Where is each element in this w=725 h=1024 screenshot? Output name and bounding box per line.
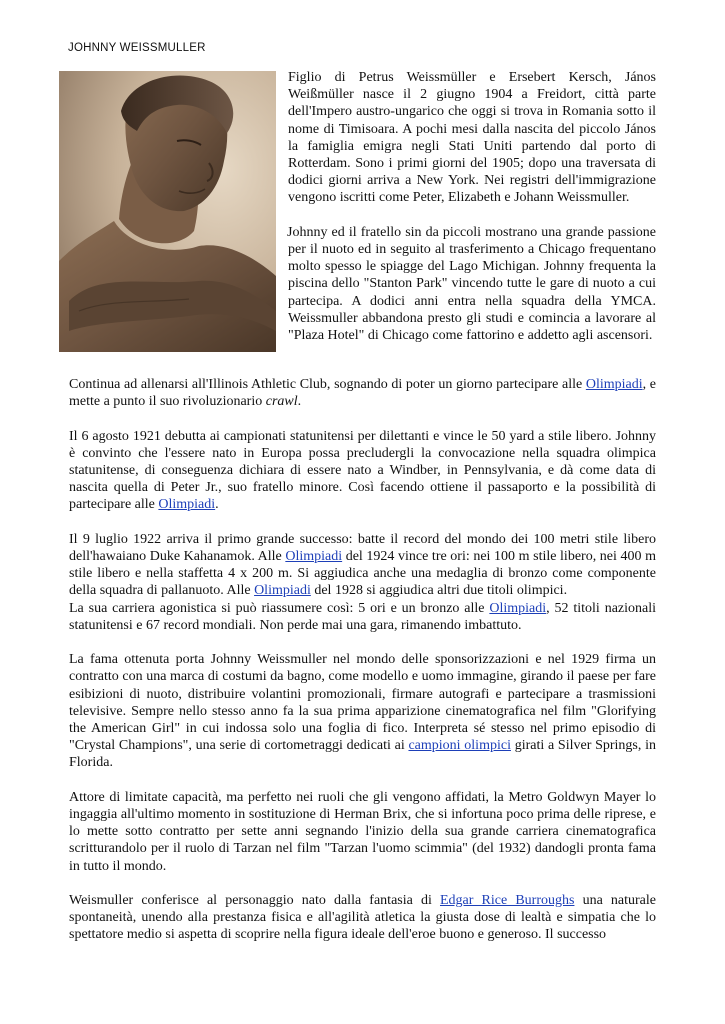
link-olimpiadi[interactable]: Olimpiadi [158,497,216,513]
text-span: Weismuller conferisce al personaggio nato dalla fantasia di [69,893,440,909]
text-span: del 1928 si aggiudica altri due titoli olimpici. [310,583,568,599]
text-span: girati a Silver Springs, in Florida. [69,738,656,771]
paragraph-7 [69,651,656,771]
page-header-title: JOHNNY WEISSMULLER [68,42,206,54]
paragraph-6 [69,600,656,634]
portrait-photo-icon [59,71,276,352]
portrait-photo [59,71,276,352]
paragraph-8: Attore di limitate capacità, ma perfetto nei ruoli che gli vengono affidati, la Metro Goldwyn Mayer lo ingaggia all'ultimo momento in sostituzione di Herman Brix, che si infortuna poco prima delle riprese, e lo mette sotto contratto per sette anni segnando l'inizio della sua grande carriera cinematografica scritturandolo per il ruolo di Tarzan nel film "Tarzan l'uomo scimmia" (del 1932) dandogli pronta fama in tutto il mondo. [69,789,656,874]
intro-paragraph-1: Figlio di Petrus Weissmüller e Ersebert Kersch, János Weißmüller nasce il 2 giugno 1904 a Freidort, città parte dell'Impero austro-ungarico che oggi si trova in Romania sotto il nome di Timisoara. A pochi mesi dalla nascita del piccolo János la famiglia emigra negli Stati Uniti partendo dal porto di Rotterdam. Sono i primi giorni del 1905; dopo una traversata di dodici giorni arriva a New York. Nei registri dell'immigrazione vengono iscritti come Peter, Elizabeth e Johann Weissmuller. [288,70,656,206]
text-span: , 52 titoli nazionali statunitensi e 67 record mondiali. Non perde mai una gara, rimanendo imbattuto. [69,600,657,633]
text-span: La sua carriera agonistica si può riassumere così: 5 ori e un bronzo alle [69,600,490,616]
paragraph-5 [69,531,656,600]
text-span: . [215,497,219,513]
link-olimpiadi[interactable]: Olimpiadi [585,377,643,392]
link-olimpiadi[interactable]: Olimpiadi [254,583,311,599]
link-olimpiadi[interactable]: Olimpiadi [285,549,343,564]
link-edgar-rice-burroughs[interactable]: Edgar Rice Burroughs [439,893,575,909]
text-span: Il 9 luglio 1922 arriva il primo grande successo: batte il record del mondo dei 100 metri stile libero dell'hawaiano Duke Kahanamok. Alle [69,531,656,564]
text-span: . [297,394,302,410]
intro-paragraph-2: Johnny ed il fratello sin da piccoli mostrano una grande passione per il nuoto ed in seguito al trasferimento a Chicago frequentano molto spesso le spiagge del Lago Michigan. Johnny frequenta la piscina dello "Stanton Park" vincendo tutte le gare di nuoto a cui partecipa. A dodici anni entra nella squadra della YMCA. Weissmuller abbandona presto gli studi e comincia a lavorare al "Plaza Hotel" di Chicago come fattorino e addetto agli ascensori. [287,224,656,344]
link-olimpiadi[interactable]: Olimpiadi [489,600,547,616]
intro-column [288,69,656,344]
italic-crawl: crawl [265,394,298,410]
text-span: , e mette a punto il suo rivoluzionario [69,377,657,410]
paragraph-4 [69,428,656,514]
link-campioni-olimpici[interactable]: campioni olimpici [408,738,511,754]
text-span: La fama ottenuta porta Johnny Weissmuller nel mondo delle sponsorizzazioni e nel 1929 firma un contratto con una marca di costumi da bagno, come modello e uomo immagine, girando il paese per fare esibizioni di nuoto, distribuire volantini promozionali, firmare autografi e partecipare a trasmissioni televisive. Sempre nello stesso anno fa la sua prima apparizione cinematografica nel film "Glorifying the American Girl" in cui indossa solo una foglia di fico. Interpreta sé stesso nel primo episodio di "Crystal Champions", una serie di cortometraggi dedicati ai [69,652,656,754]
paragraph-3 [69,376,656,410]
text-span: del 1924 vince tre ori: nei 100 m stile libero, nei 400 m stile libero e nella staffetta 4 x 200 m. Si aggiudica anche una medaglia di bronzo come componente della squadra di pallanuoto. Alle [69,549,656,599]
article-body [69,376,656,961]
text-span: Il 6 agosto 1921 debutta ai campionati statunitensi per dilettanti e vince le 50 yard a stile libero. Johnny è convinto che l'essere nato in Europa possa precludergli la convocazione nella squadra olimpica statunitense, di conseguenza dichiara di essere nato a Windber, in Pennsylvania, e dà come data di nascita quella di Peter Jr., suo fratello minore. Così facendo ottiene il passaporto e la possibilità di partecipare alle [69,428,656,513]
paragraph-9 [69,892,656,944]
text-span: una naturale spontaneità, unendo alla prestanza fisica e all'agilità atletica la giusta dose di lealtà e simpatia che lo spettatore medio si aspetta di scoprire nella figura ideale dell'eroe buono e generoso. Il successo [69,893,656,943]
text-span: Continua ad allenarsi all'Illinois Athletic Club, sognando di poter un giorno partecipare alle [69,377,586,392]
